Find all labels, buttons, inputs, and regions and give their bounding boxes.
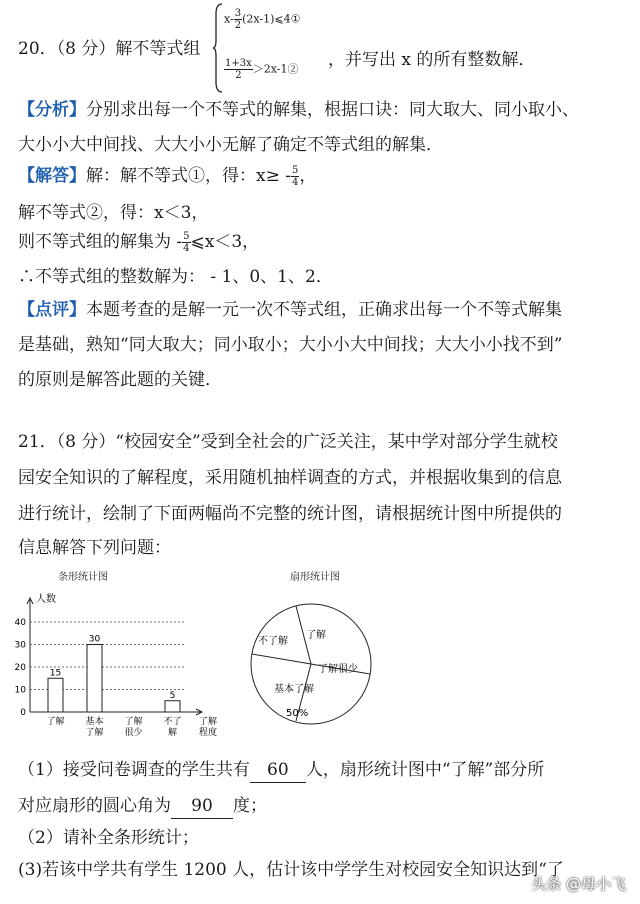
comment-line-2: 是基础，熟知“同大取大；同小取小；大小小大中间找；大大小小找不到” (18, 335, 563, 355)
brace-icon (212, 2, 224, 94)
x-tick-label: 了解 (46, 717, 65, 727)
sub3-line: (3)若该中学共有学生 1200 人，估计该中学学生对校园安全知识达到“了 (18, 860, 564, 880)
pie-label-buliaojie: 不了解 (258, 636, 288, 647)
analysis-line-1: 【分析】分别求出每一个不等式的解集，根据口诀：同大取大、同小取小、 (18, 100, 579, 120)
y-tick-label: 10 (14, 685, 26, 696)
q21-line-1: 21．（8 分）“校园安全”受到全社会的广泛关注，某中学对部分学生就校 (18, 432, 558, 452)
y-tick-label: 30 (14, 640, 26, 651)
bar-data-label: 30 (88, 634, 101, 645)
frac-5-4: $\frac{5}{4}$ (291, 165, 299, 188)
frac-3-2: $\frac{3}{2}$ (234, 8, 242, 31)
x-tick-label-part: 很少 (124, 728, 143, 738)
q21-line-4: 信息解答下列问题： (18, 538, 171, 558)
bar-data-label: 5 (169, 690, 176, 701)
x-tick-label-part: 基本 (85, 717, 104, 727)
pie-label-liaojie: 了解 (306, 630, 326, 641)
inequality-2: $\frac{1+3x}{2}$ ＞2x-1② (225, 58, 299, 81)
frac-5-4-b: $\frac{5}{4}$ (183, 231, 190, 254)
q20-suffix: ，并写出 x 的所有整数解． (328, 50, 536, 70)
pie-chart-title: 扇形统计图 (290, 572, 340, 583)
x-axis-label-part: 了解 (198, 717, 218, 727)
blank-angle: 90 (171, 794, 233, 819)
pie-label-liaojiehenshao: 了解很少 (318, 664, 358, 675)
comment-tag: 【点评】 (18, 300, 86, 320)
frac-1p3x-2: $\frac{1+3x}{2}$ (225, 58, 252, 81)
y-tick-label: 20 (14, 663, 26, 673)
blank-total-students: 60 (250, 758, 306, 783)
answer-line-3: 则不等式组的解集为 - $\frac{5}{4}$ ⩽x＜3， (18, 231, 260, 254)
bar-chart (8, 582, 228, 762)
inequality-system (212, 2, 322, 94)
answer-tag: 【解答】 (18, 166, 86, 186)
sub2-line: （2）请补全条形统计； (18, 828, 199, 848)
q20-stem (18, 37, 200, 61)
comment-line-3: 的原则是解答此题的关键． (18, 370, 222, 390)
y-axis-label: 人数 (36, 594, 56, 605)
x-tick-label-part: 了解 (124, 717, 143, 727)
bar-chart-title: 条形统计图 (58, 572, 108, 583)
x-axis-label-part: 程度 (198, 728, 218, 738)
q21-line-2: 园安全知识的了解程度，采用随机抽样调查的方式，并根据收集到的信息 (18, 468, 562, 488)
x-tick-label-part: 了解 (85, 728, 104, 738)
y-tick-label: 0 (20, 708, 26, 718)
sub1-line-1: （1）接受问卷调查的学生共有 60 人，扇形统计图中“了解”部分所 (18, 758, 544, 783)
x-tick-label-part: 解 (167, 728, 178, 738)
pie-divider-1 (252, 654, 311, 664)
q20-number: 20．（8 分）解不等式组 (18, 39, 201, 59)
pie-chart (244, 582, 384, 742)
bar (87, 645, 102, 713)
x-tick-label-part: 不了 (163, 717, 182, 727)
bar-data-label: 15 (49, 668, 62, 679)
analysis-tag: 【分析】 (18, 100, 86, 120)
analysis-line-2: 大小小大中间找、大大小小无解了确定不等式组的解集． (18, 135, 443, 155)
answer-line-2: 解不等式②，得：x＜3， (18, 203, 209, 223)
y-tick-label: 40 (14, 618, 26, 628)
sub1-line-2: 对应扇形的圆心角为 90 度； (18, 794, 267, 819)
answer-line-1: 【解答】解：解不等式①，得：x≥ - $\frac{5}{4}$ ， (18, 165, 317, 188)
inequality-1: x- $\frac{3}{2}$ (2x-1)⩽4① (224, 8, 301, 31)
bar (48, 678, 63, 712)
bar (165, 701, 180, 712)
watermark: 头条 @母小飞 (531, 875, 626, 893)
comment-line-1: 【点评】本题考查的是解一元一次不等式组，正确求出每一个不等式解集 (18, 300, 562, 320)
pie-label-50pct: 50% (286, 708, 309, 719)
answer-line-4: ∴不等式组的整数解为： - 1、0、1、2． (18, 267, 333, 287)
q21-line-3: 进行统计，绘制了下面两幅尚不完整的统计图，请根据统计图中所提供的 (18, 504, 562, 524)
pie-label-jibenliaojie: 基本了解 (274, 684, 314, 695)
